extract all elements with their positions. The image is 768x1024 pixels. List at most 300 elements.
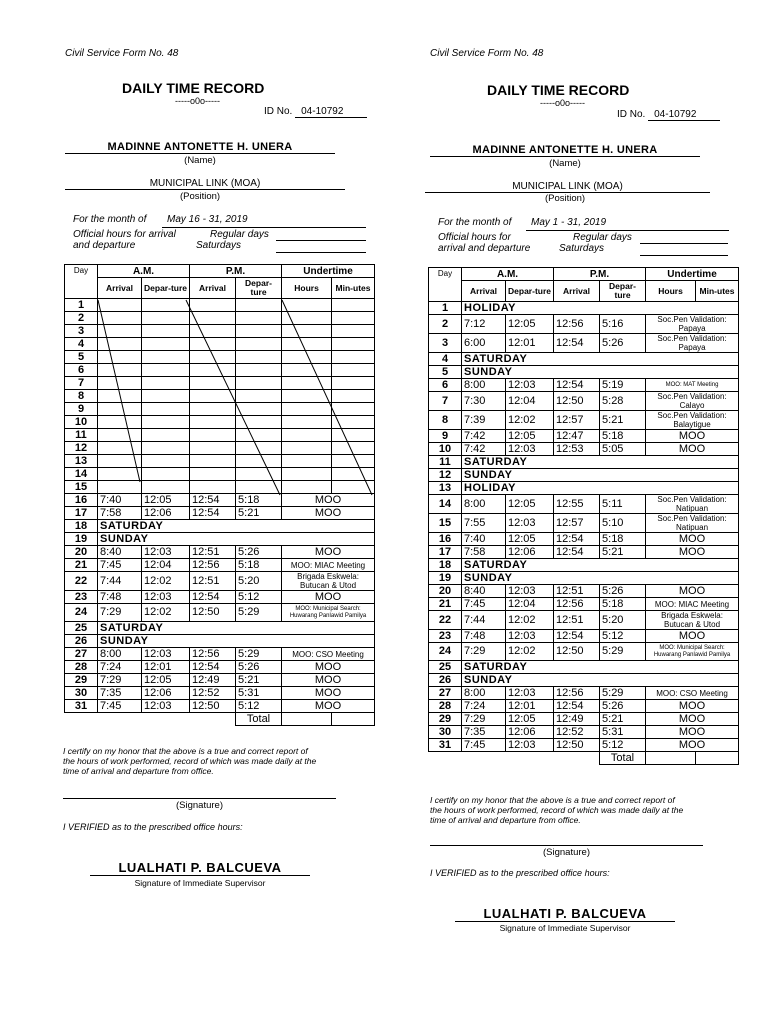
month-label: For the month of — [438, 217, 512, 228]
total-minutes — [696, 752, 739, 765]
am-arrival: 8:00 — [462, 495, 506, 514]
table-row — [429, 334, 739, 353]
day-number: 6 — [65, 364, 98, 377]
id-value: 04-10792 — [648, 109, 720, 121]
table-row — [429, 482, 739, 495]
pm-departure: 5:21 — [600, 546, 646, 559]
pm-arrival: 12:51 — [554, 611, 600, 630]
saturdays-label: Saturdays — [196, 240, 242, 251]
day-number: 8 — [65, 390, 98, 403]
remark: MOO: CSO Meeting — [646, 687, 739, 700]
pm-arrival: 12:50 — [554, 739, 600, 752]
day-number: 30 — [429, 726, 462, 739]
pm-arrival-header: Arrival — [554, 281, 600, 302]
day-number: 5 — [65, 351, 98, 364]
pm-departure: 5:16 — [600, 315, 646, 334]
undertime-header: Undertime — [282, 265, 375, 278]
am-departure: 12:05 — [506, 430, 554, 443]
table-row — [429, 713, 739, 726]
remark: MOO — [282, 674, 375, 687]
day-number: 21 — [429, 598, 462, 611]
am-arrival: 7:48 — [98, 591, 142, 604]
pm-arrival: 12:50 — [554, 392, 600, 411]
am-arrival: 7:44 — [98, 572, 142, 591]
regular-days-label: Regular days — [573, 232, 632, 243]
table-row — [429, 392, 739, 411]
am-departure: 12:05 — [142, 494, 190, 507]
day-number: 1 — [65, 299, 98, 312]
table-row — [429, 598, 739, 611]
am-departure: 12:01 — [142, 661, 190, 674]
employee-position: MUNICIPAL LINK (MOA) — [425, 181, 710, 193]
verified-text: I VERIFIED as to the prescribed office hours: — [63, 822, 243, 832]
am-arrival: 7:55 — [462, 514, 506, 533]
day-number: 22 — [65, 572, 98, 591]
table-row — [429, 572, 739, 585]
day-label: HOLIDAY — [462, 302, 739, 315]
pm-departure: 5:26 — [236, 546, 282, 559]
am-departure-header: Depar-ture — [506, 281, 554, 302]
am-arrival: 8:40 — [462, 585, 506, 598]
am-departure: 12:03 — [506, 630, 554, 643]
am-arrival: 6:00 — [462, 334, 506, 353]
am-arrival: 7:45 — [462, 739, 506, 752]
am-arrival: 7:48 — [462, 630, 506, 643]
pm-departure: 5:18 — [600, 430, 646, 443]
remark: MOO — [646, 726, 739, 739]
am-arrival: 7:12 — [462, 315, 506, 334]
supervisor-name: LUALHATI P. BALCUEVA — [90, 860, 310, 876]
remark: MOO — [646, 739, 739, 752]
pm-arrival: 12:49 — [190, 674, 236, 687]
remark: MOO — [646, 700, 739, 713]
id-label: ID No. — [617, 109, 646, 120]
table-row — [429, 546, 739, 559]
pm-departure: 5:31 — [236, 687, 282, 700]
name-caption: (Name) — [549, 158, 581, 169]
pm-arrival-header: Arrival — [190, 278, 236, 299]
remark: MOO — [646, 630, 739, 643]
signature-caption: (Signature) — [176, 800, 223, 811]
remark: MOO — [646, 546, 739, 559]
remark: Soc.Pen Validation: Calayo — [646, 392, 739, 411]
day-number: 6 — [429, 379, 462, 392]
pm-departure: 5:18 — [600, 598, 646, 611]
form-number: Civil Service Form No. 48 — [65, 48, 179, 59]
pm-arrival: 12:50 — [554, 643, 600, 661]
am-departure: 12:04 — [506, 392, 554, 411]
day-label: SUNDAY — [462, 469, 739, 482]
day-number: 17 — [65, 507, 98, 520]
form-title: DAILY TIME RECORD — [487, 82, 630, 98]
am-departure: 12:06 — [506, 546, 554, 559]
day-number: 2 — [65, 312, 98, 325]
pm-arrival: 12:54 — [554, 533, 600, 546]
table-row — [429, 379, 739, 392]
remark: MOO — [282, 546, 375, 559]
remark: Brigada Eskwela: Butucan & Utod — [646, 611, 739, 630]
day-number: 26 — [65, 635, 98, 648]
minutes-header: Min-utes — [332, 278, 375, 299]
pm-departure: 5:21 — [236, 507, 282, 520]
pm-arrival: 12:56 — [190, 559, 236, 572]
am-arrival: 7:45 — [98, 559, 142, 572]
am-arrival: 7:39 — [462, 411, 506, 430]
remark: MOO — [282, 591, 375, 604]
am-departure: 12:04 — [506, 598, 554, 611]
supervisor-name: LUALHATI P. BALCUEVA — [455, 906, 675, 922]
month-value: May 1 - 31, 2019 — [531, 217, 607, 228]
position-caption: (Position) — [544, 193, 586, 204]
pm-arrival: 12:51 — [190, 546, 236, 559]
am-arrival: 7:42 — [462, 443, 506, 456]
day-number: 14 — [65, 468, 98, 481]
remark: MOO — [282, 494, 375, 507]
am-departure: 12:02 — [506, 643, 554, 661]
pm-arrival: 12:56 — [554, 687, 600, 700]
pm-departure: 5:31 — [600, 726, 646, 739]
day-number: 17 — [429, 546, 462, 559]
am-departure: 12:06 — [506, 726, 554, 739]
day-label: SATURDAY — [462, 661, 739, 674]
day-number: 18 — [65, 520, 98, 533]
pm-arrival: 12:57 — [554, 411, 600, 430]
am-arrival: 7:40 — [462, 533, 506, 546]
pm-arrival: 12:54 — [554, 700, 600, 713]
am-arrival: 7:44 — [462, 611, 506, 630]
day-label: HOLIDAY — [462, 482, 739, 495]
total-spacer — [429, 752, 600, 765]
pm-arrival: 12:54 — [190, 507, 236, 520]
pm-arrival: 12:55 — [554, 495, 600, 514]
day-number: 12 — [429, 469, 462, 482]
am-departure: 12:04 — [142, 559, 190, 572]
pm-arrival: 12:54 — [190, 661, 236, 674]
am-departure: 12:03 — [506, 514, 554, 533]
day-number: 15 — [65, 481, 98, 494]
minutes-header: Min-utes — [696, 281, 739, 302]
id-number — [617, 109, 720, 121]
regular-days-field — [640, 243, 728, 244]
remark: MOO — [646, 443, 739, 456]
remark: MOO — [646, 430, 739, 443]
id-value: 04-10792 — [295, 106, 367, 118]
day-number: 23 — [429, 630, 462, 643]
day-label: SUNDAY — [462, 572, 739, 585]
am-departure-header: Depar-ture — [142, 278, 190, 299]
day-number: 18 — [429, 559, 462, 572]
saturdays-field — [640, 255, 728, 256]
form-title: DAILY TIME RECORD — [122, 80, 265, 96]
remark: MOO — [282, 700, 375, 713]
table-row — [429, 674, 739, 687]
hours-header: Hours — [282, 278, 332, 299]
day-number: 11 — [65, 429, 98, 442]
am-arrival: 7:58 — [462, 546, 506, 559]
pm-arrival: 12:54 — [554, 334, 600, 353]
day-number: 3 — [65, 325, 98, 338]
am-departure: 12:03 — [142, 700, 190, 713]
pm-departure: 5:29 — [600, 687, 646, 700]
day-number: 24 — [429, 643, 462, 661]
pm-arrival: 12:54 — [554, 630, 600, 643]
pm-arrival: 12:51 — [554, 585, 600, 598]
am-departure: 12:03 — [506, 687, 554, 700]
time-record-table — [428, 267, 739, 765]
remark: MOO: MIAC Meeting — [646, 598, 739, 611]
am-arrival-header: Arrival — [98, 278, 142, 299]
am-departure: 12:05 — [142, 674, 190, 687]
pm-departure: 5:12 — [600, 739, 646, 752]
pm-departure: 5:29 — [236, 648, 282, 661]
pm-departure: 5:20 — [600, 611, 646, 630]
am-departure: 12:03 — [506, 379, 554, 392]
remark: Brigada Eskwela: Butucan & Utod — [282, 572, 375, 591]
pm-arrival: 12:54 — [554, 379, 600, 392]
day-number: 9 — [65, 403, 98, 416]
pm-departure: 5:20 — [236, 572, 282, 591]
header-row-columns — [429, 281, 739, 302]
day-number: 15 — [429, 514, 462, 533]
am-arrival: 7:35 — [462, 726, 506, 739]
pm-arrival: 12:52 — [554, 726, 600, 739]
day-number: 27 — [65, 648, 98, 661]
pm-departure: 5:21 — [236, 674, 282, 687]
day-number: 30 — [65, 687, 98, 700]
am-departure: 12:02 — [142, 572, 190, 591]
pm-departure: 5:26 — [600, 334, 646, 353]
am-header: A.M. — [98, 265, 190, 278]
day-number: 7 — [65, 377, 98, 390]
pm-departure: 5:05 — [600, 443, 646, 456]
table-row — [429, 443, 739, 456]
official-hours-line2: and departure — [73, 240, 136, 251]
pm-arrival: 12:50 — [190, 700, 236, 713]
pm-arrival: 12:54 — [190, 591, 236, 604]
remark: MOO — [282, 661, 375, 674]
day-number: 5 — [429, 366, 462, 379]
total-hours — [646, 752, 696, 765]
am-departure: 12:03 — [506, 585, 554, 598]
remark: Soc.Pen Validation: Papaya — [646, 315, 739, 334]
day-number: 28 — [429, 700, 462, 713]
pm-departure: 5:18 — [600, 533, 646, 546]
day-label: SATURDAY — [98, 622, 375, 635]
day-number: 25 — [429, 661, 462, 674]
day-label: SATURDAY — [462, 353, 739, 366]
pm-departure: 5:18 — [236, 494, 282, 507]
day-label: SUNDAY — [462, 366, 739, 379]
employee-name: MADINNE ANTONETTE H. UNERA — [430, 144, 700, 157]
supervisor-caption: Signature of Immediate Supervisor — [499, 923, 631, 933]
month-underline — [526, 230, 729, 231]
employee-position: MUNICIPAL LINK (MOA) — [65, 178, 345, 190]
am-departure: 12:03 — [142, 591, 190, 604]
day-number: 20 — [65, 546, 98, 559]
day-number: 7 — [429, 392, 462, 411]
day-number: 10 — [429, 443, 462, 456]
official-hours-line1: Official hours for arrival — [73, 229, 176, 240]
am-departure: 12:02 — [506, 411, 554, 430]
table-row — [429, 514, 739, 533]
day-number: 19 — [65, 533, 98, 546]
am-arrival: 7:58 — [98, 507, 142, 520]
am-departure: 12:01 — [506, 334, 554, 353]
pm-arrival: 12:56 — [190, 648, 236, 661]
form-separator: -----o0o----- — [175, 96, 220, 106]
day-number: 31 — [65, 700, 98, 713]
table-row — [429, 315, 739, 334]
am-arrival: 7:45 — [98, 700, 142, 713]
am-arrival: 7:24 — [98, 661, 142, 674]
total-label: Total — [236, 713, 282, 726]
saturdays-label: Saturdays — [559, 243, 605, 254]
am-departure: 12:05 — [506, 495, 554, 514]
regular-days-label: Regular days — [210, 229, 269, 240]
remark: MOO: CSO Meeting — [282, 648, 375, 661]
am-arrival: 7:29 — [98, 604, 142, 622]
pm-arrival: 12:53 — [554, 443, 600, 456]
am-arrival: 7:45 — [462, 598, 506, 611]
am-departure: 12:02 — [506, 611, 554, 630]
am-arrival: 7:30 — [462, 392, 506, 411]
table-row — [429, 469, 739, 482]
table-row — [429, 559, 739, 572]
am-arrival: 8:00 — [462, 379, 506, 392]
am-arrival: 8:00 — [98, 648, 142, 661]
pm-departure-header: Depar-ture — [236, 278, 282, 299]
day-label: SUNDAY — [462, 674, 739, 687]
table-row — [429, 302, 739, 315]
day-number: 8 — [429, 411, 462, 430]
table-row — [429, 495, 739, 514]
table-row — [429, 643, 739, 661]
table-row — [429, 456, 739, 469]
pm-arrival: 12:54 — [190, 494, 236, 507]
am-header: A.M. — [462, 268, 554, 281]
header-row-groups — [429, 268, 739, 281]
certification-text: I certify on my honor that the above is a true and correct report of the hours of work performed, record of which was made daily at the time of arrival and departure from office. — [63, 746, 317, 776]
am-departure: 12:02 — [142, 604, 190, 622]
day-number: 9 — [429, 430, 462, 443]
day-number: 20 — [429, 585, 462, 598]
remark: Soc.Pen Validation: Balaytigue — [646, 411, 739, 430]
remark: MOO: Municipal Search: Huwarang Panlawid Pamilya — [282, 604, 375, 622]
position-caption: (Position) — [179, 191, 221, 202]
table-row — [429, 726, 739, 739]
signature-line — [430, 845, 703, 846]
remark: MOO — [282, 687, 375, 700]
pm-arrival: 12:50 — [190, 604, 236, 622]
day-number: 2 — [429, 315, 462, 334]
remark: MOO — [646, 713, 739, 726]
day-number: 31 — [429, 739, 462, 752]
id-label: ID No. — [264, 106, 293, 117]
day-number: 13 — [65, 455, 98, 468]
pm-arrival: 12:56 — [554, 315, 600, 334]
pm-arrival: 12:56 — [554, 598, 600, 611]
table-row — [429, 353, 739, 366]
verified-text: I VERIFIED as to the prescribed office hours: — [430, 868, 610, 878]
pm-departure: 5:12 — [236, 591, 282, 604]
day-number: 10 — [65, 416, 98, 429]
am-departure: 12:05 — [506, 533, 554, 546]
am-departure: 12:01 — [506, 700, 554, 713]
day-number: 29 — [65, 674, 98, 687]
day-label: SATURDAY — [98, 520, 375, 533]
day-label: SATURDAY — [462, 456, 739, 469]
pm-arrival: 12:52 — [190, 687, 236, 700]
pm-departure: 5:21 — [600, 411, 646, 430]
am-departure: 12:03 — [506, 739, 554, 752]
table-row — [429, 533, 739, 546]
undertime-header: Undertime — [646, 268, 739, 281]
pm-arrival: 12:51 — [190, 572, 236, 591]
remark: Soc.Pen Validation: Natipuan — [646, 514, 739, 533]
am-departure: 12:06 — [142, 687, 190, 700]
day-header: Day — [65, 265, 98, 299]
day-number: 26 — [429, 674, 462, 687]
table-row — [429, 611, 739, 630]
pm-departure: 5:19 — [600, 379, 646, 392]
remark: Soc.Pen Validation: Natipuan — [646, 495, 739, 514]
day-label: SATURDAY — [462, 559, 739, 572]
pm-departure: 5:26 — [236, 661, 282, 674]
pm-departure: 5:10 — [600, 514, 646, 533]
day-number: 14 — [429, 495, 462, 514]
day-number: 24 — [65, 604, 98, 622]
day-label: SUNDAY — [98, 533, 375, 546]
pm-departure: 5:29 — [600, 643, 646, 661]
pm-departure: 5:29 — [236, 604, 282, 622]
day-number: 28 — [65, 661, 98, 674]
day-number: 4 — [429, 353, 462, 366]
day-number: 23 — [65, 591, 98, 604]
am-departure: 12:05 — [506, 315, 554, 334]
form-separator: -----o0o----- — [540, 98, 585, 108]
am-arrival: 7:29 — [462, 643, 506, 661]
month-label: For the month of — [73, 214, 147, 225]
day-number: 4 — [65, 338, 98, 351]
am-arrival: 7:24 — [462, 700, 506, 713]
pm-header: P.M. — [554, 268, 646, 281]
am-departure: 12:05 — [506, 713, 554, 726]
table-row — [429, 661, 739, 674]
certification-text: I certify on my honor that the above is a true and correct report of the hours of work performed, record of which was made daily at the time of arrival and departure from office. — [430, 795, 684, 825]
pm-arrival: 12:49 — [554, 713, 600, 726]
name-caption: (Name) — [184, 155, 216, 166]
day-number: 21 — [65, 559, 98, 572]
day-number: 16 — [429, 533, 462, 546]
table-row — [429, 411, 739, 430]
day-number: 29 — [429, 713, 462, 726]
am-arrival: 7:35 — [98, 687, 142, 700]
day-number: 3 — [429, 334, 462, 353]
am-departure: 12:03 — [142, 546, 190, 559]
am-departure: 12:03 — [142, 648, 190, 661]
total-label: Total — [600, 752, 646, 765]
pm-arrival: 12:47 — [554, 430, 600, 443]
employee-name: MADINNE ANTONETTE H. UNERA — [65, 141, 335, 154]
day-number: 19 — [429, 572, 462, 585]
table-row — [429, 585, 739, 598]
remark: MOO: MIAC Meeting — [282, 559, 375, 572]
form-number: Civil Service Form No. 48 — [430, 48, 544, 59]
day-number: 12 — [65, 442, 98, 455]
day-number: 13 — [429, 482, 462, 495]
table-row — [429, 739, 739, 752]
pm-arrival: 12:57 — [554, 514, 600, 533]
